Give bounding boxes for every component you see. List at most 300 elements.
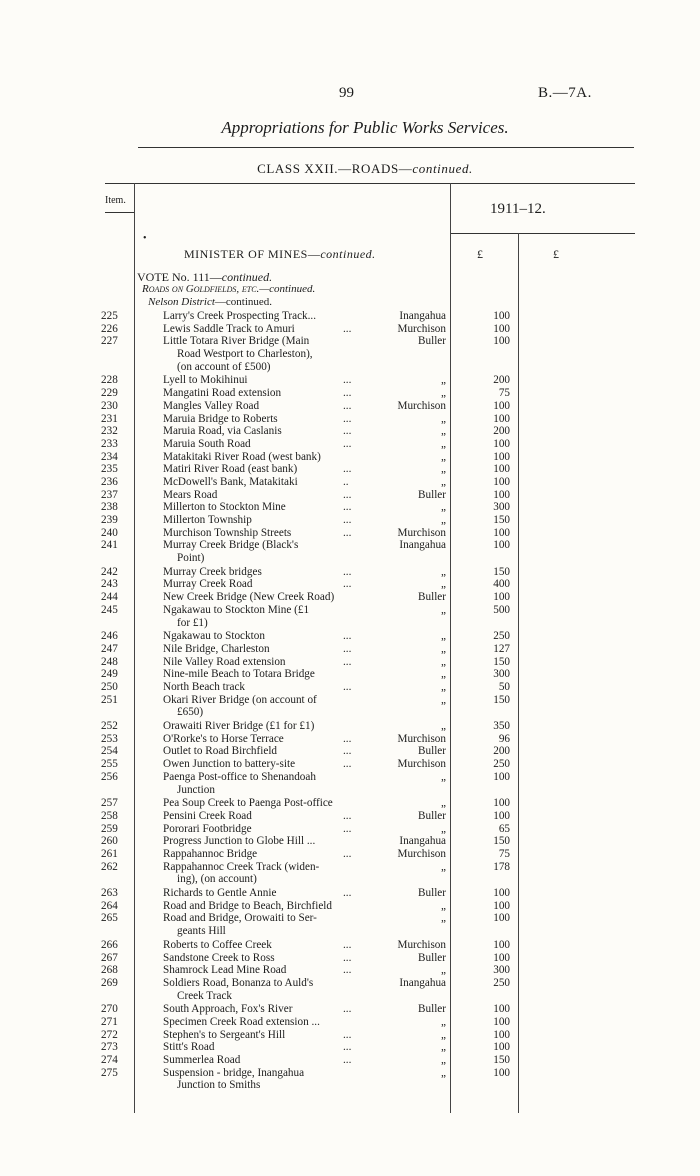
electoral-district: „: [441, 565, 446, 578]
table-row: [0, 835, 700, 848]
description-continuation: £650): [177, 706, 204, 719]
table-row: [0, 1003, 700, 1016]
item-number: 228: [101, 374, 118, 387]
item-description: [163, 912, 368, 937]
item-description: [163, 539, 368, 564]
year-header-rule: [450, 233, 635, 234]
amount: 100: [493, 310, 510, 322]
description-line: McDowell's Bank, Matakitaki: [163, 475, 298, 488]
electoral-district: Murchison: [397, 322, 446, 335]
description-line: Murchison Township Streets: [163, 526, 292, 539]
amount: 300: [493, 668, 510, 681]
table-row: [0, 1054, 700, 1067]
table-row: [0, 476, 700, 489]
amount: 150: [493, 1054, 510, 1067]
roads-subheading-text: Roads on Goldfields, etc.—: [142, 283, 270, 295]
description-line: Orawaiti River Bridge (£1 for £1): [163, 720, 315, 733]
description-line: Suspension - bridge, Inangahua: [163, 1066, 305, 1079]
leader-dots: ...: [343, 526, 352, 539]
item-description: [163, 835, 368, 848]
description-line: Murray Creek bridges: [163, 565, 262, 578]
amount: 100: [493, 1066, 510, 1079]
electoral-district: Buller: [418, 335, 446, 348]
item-number: 236: [101, 475, 118, 488]
item-description: [163, 952, 368, 965]
item-number: 258: [101, 809, 118, 822]
item-header-rule: [105, 212, 134, 213]
electoral-district: „: [441, 642, 446, 655]
item-description: [163, 335, 368, 373]
description-line: Murray Creek Bridge (Black's: [163, 539, 299, 552]
description-line: Roberts to Coffee Creek: [163, 938, 272, 951]
item-number: 244: [101, 591, 118, 604]
electoral-district: „: [441, 387, 446, 400]
item-number: 261: [101, 847, 118, 860]
amount: 100: [493, 437, 510, 450]
description-continuation: Creek Track: [177, 989, 232, 1002]
amount: 50: [498, 681, 510, 693]
amount: 150: [493, 693, 510, 706]
amount: 100: [493, 1028, 510, 1041]
electoral-district: Inangahua: [399, 310, 446, 322]
amount: 350: [493, 720, 510, 733]
item-description: [163, 977, 368, 1002]
description-continuation: (on account of £500): [177, 360, 271, 373]
electoral-district: Inangahua: [399, 835, 446, 848]
leader-dots: ...: [343, 938, 352, 951]
amount: 100: [493, 770, 510, 783]
table-row: [0, 335, 700, 374]
electoral-district: Buller: [418, 1003, 446, 1016]
description-line: Nile Bridge, Charleston: [163, 642, 270, 655]
table-row: [0, 501, 700, 514]
table-row: [0, 425, 700, 438]
leader-dots: ...: [343, 847, 352, 860]
description-line: Little Totara River Bridge (Main: [163, 335, 310, 348]
electoral-district: Murchison: [397, 399, 446, 412]
description-line: Nile Valley Road extension: [163, 655, 286, 668]
amount: 200: [493, 745, 510, 758]
description-line: Pensini Creek Road: [163, 809, 252, 822]
electoral-district: „: [441, 437, 446, 450]
amount: 150: [493, 655, 510, 668]
item-description: [163, 656, 368, 669]
electoral-district: „: [441, 412, 446, 425]
leader-dots: ...: [343, 809, 352, 822]
amount: 100: [493, 539, 510, 552]
description-continuation: ing), (on account): [177, 873, 257, 886]
item-description: [163, 823, 368, 836]
table-row: [0, 630, 700, 643]
amount: 75: [498, 847, 510, 860]
electoral-district: „: [441, 1054, 446, 1067]
description-line: Progress Junction to Globe Hill ...: [163, 835, 316, 848]
table-row: [0, 1041, 700, 1054]
description-continuation: for £1): [177, 616, 208, 629]
leader-dots: ...: [343, 681, 352, 693]
table-row: [0, 939, 700, 952]
description-line: Road and Bridge, Orowaiti to Ser-: [163, 912, 317, 925]
item-number: 241: [101, 539, 118, 552]
item-number: 252: [101, 720, 118, 733]
amount: 100: [493, 938, 510, 951]
vote-heading-text: VOTE No. 111—: [137, 270, 222, 284]
table-row: [0, 374, 700, 387]
electoral-district: „: [441, 501, 446, 514]
table-row: [0, 604, 700, 630]
leader-dots: ...: [343, 1041, 352, 1054]
item-description: [163, 323, 368, 336]
leader-dots: ...: [343, 1003, 352, 1016]
item-number: 266: [101, 938, 118, 951]
amount: 100: [493, 797, 510, 810]
description-continuation: Junction to Smiths: [177, 1079, 261, 1092]
item-number: 235: [101, 463, 118, 476]
table-row: [0, 1016, 700, 1029]
item-description: [163, 578, 368, 591]
item-description: [163, 501, 368, 514]
electoral-district: „: [441, 450, 446, 463]
electoral-district: „: [441, 578, 446, 591]
item-description: [163, 566, 368, 579]
item-description: [163, 451, 368, 464]
table-row: [0, 566, 700, 579]
item-description: [163, 514, 368, 527]
table-row: [0, 656, 700, 669]
electoral-district: „: [441, 1066, 446, 1079]
item-number: 267: [101, 951, 118, 964]
item-number: 249: [101, 668, 118, 681]
description-line: Matakitaki River Road (west bank): [163, 450, 321, 463]
table-row: [0, 861, 700, 887]
table-row: [0, 758, 700, 771]
description-line: Rappahannoc Bridge: [163, 847, 258, 860]
table-row: [0, 668, 700, 681]
amount: 100: [493, 1003, 510, 1016]
amount: 100: [493, 899, 510, 912]
electoral-district: „: [441, 1028, 446, 1041]
table-row: [0, 463, 700, 476]
item-description: [163, 771, 368, 796]
amount: 500: [493, 603, 510, 616]
description-line: Soldiers Road, Bonanza to Auld's: [163, 976, 314, 989]
item-number: 242: [101, 565, 118, 578]
leader-dots: ...: [343, 437, 352, 450]
item-number: 234: [101, 450, 118, 463]
electoral-district: „: [441, 1015, 446, 1028]
item-description: [163, 681, 368, 694]
electoral-district: „: [441, 964, 446, 977]
electoral-district: „: [441, 463, 446, 476]
table-row: [0, 514, 700, 527]
item-number: 255: [101, 758, 118, 771]
item-number: 243: [101, 578, 118, 591]
electoral-district: Buller: [418, 809, 446, 822]
description-line: Millerton Township: [163, 514, 252, 527]
leader-dots: ...: [343, 1028, 352, 1041]
description-line: Lyell to Mokihinui: [163, 374, 248, 387]
leader-dots: ...: [343, 374, 352, 387]
leader-dots: ...: [343, 412, 352, 425]
table-row: [0, 643, 700, 656]
electoral-district: Buller: [418, 951, 446, 964]
item-description: [163, 630, 368, 643]
item-description: [163, 425, 368, 438]
leader-dots: ...: [343, 322, 352, 335]
page-number: 99: [339, 85, 354, 101]
leader-dots: ...: [343, 642, 352, 655]
table-row: [0, 964, 700, 977]
description-line: Mears Road: [163, 488, 218, 501]
district-subheading-text: Nelson District: [148, 296, 215, 308]
item-number: 230: [101, 399, 118, 412]
table-row: [0, 539, 700, 565]
description-line: O'Rorke's to Horse Terrace: [163, 732, 284, 745]
electoral-district: Murchison: [397, 732, 446, 745]
electoral-district: „: [441, 693, 446, 706]
leader-dots: ...: [343, 501, 352, 514]
item-description: [163, 887, 368, 900]
description-continuation: Point): [177, 552, 205, 565]
item-number: 262: [101, 860, 118, 873]
item-number: 225: [101, 310, 118, 322]
description-line: Owen Junction to battery-site: [163, 758, 296, 771]
table-row: [0, 387, 700, 400]
roads-subheading: [142, 283, 315, 295]
item-description: [163, 1054, 368, 1067]
description-line: Mangatini Road extension: [163, 387, 282, 400]
amount: 100: [493, 335, 510, 348]
title-rule: [138, 147, 634, 148]
electoral-district: „: [441, 822, 446, 835]
item-number: 271: [101, 1015, 118, 1028]
amount: 300: [493, 501, 510, 514]
description-line: Mangles Valley Road: [163, 399, 260, 412]
roads-subheading-continued: continued.: [269, 283, 316, 295]
item-description: [163, 1029, 368, 1042]
item-number: 265: [101, 912, 118, 925]
item-number: 254: [101, 745, 118, 758]
description-line: Paenga Post-office to Shenandoah: [163, 770, 316, 783]
description-line: Rappahannoc Creek Track (widen-: [163, 860, 320, 873]
item-description: [163, 1016, 368, 1029]
table-row: [0, 413, 700, 426]
item-number: 229: [101, 387, 118, 400]
amount: 400: [493, 578, 510, 591]
leader-dots: ...: [343, 488, 352, 501]
item-number: 251: [101, 693, 118, 706]
electoral-district: „: [441, 514, 446, 527]
description-line: Ngakawau to Stockton Mine (£1: [163, 603, 310, 616]
item-description: [163, 964, 368, 977]
electoral-district: Buller: [418, 887, 446, 900]
leader-dots: ...: [343, 463, 352, 476]
item-number: 268: [101, 964, 118, 977]
leader-dots: ...: [343, 425, 352, 438]
item-number: 248: [101, 655, 118, 668]
amount: 100: [493, 1015, 510, 1028]
item-number: 238: [101, 501, 118, 514]
description-line: South Approach, Fox's River: [163, 1003, 293, 1016]
item-description: [163, 694, 368, 719]
amount: 250: [493, 758, 510, 771]
description-line: Specimen Creek Road extension ...: [163, 1015, 320, 1028]
amount: 100: [493, 463, 510, 476]
pound-sign-amount: £: [477, 247, 483, 261]
table-row: [0, 1067, 700, 1093]
item-number: 227: [101, 335, 118, 348]
item-number: 226: [101, 322, 118, 335]
table-row: [0, 771, 700, 797]
electoral-district: „: [441, 899, 446, 912]
description-line: Nine-mile Beach to Totara Bridge: [163, 668, 315, 681]
amount: 100: [493, 322, 510, 335]
electoral-district: „: [441, 912, 446, 925]
description-line: Summerlea Road: [163, 1054, 241, 1067]
amount: 100: [493, 450, 510, 463]
electoral-district: Murchison: [397, 938, 446, 951]
leader-dots: ...: [343, 964, 352, 977]
amount: 250: [493, 976, 510, 989]
electoral-district: Inangahua: [399, 976, 446, 989]
vote-heading-continued: continued.: [221, 270, 273, 284]
leader-dots: ...: [343, 578, 352, 591]
item-description: [163, 797, 368, 810]
electoral-district: „: [441, 720, 446, 733]
description-line: Maruia South Road: [163, 437, 251, 450]
table-row: [0, 823, 700, 836]
amount: 65: [498, 822, 510, 835]
electoral-district: Buller: [418, 488, 446, 501]
item-number: 253: [101, 732, 118, 745]
item-description: [163, 733, 368, 746]
item-number: 274: [101, 1054, 118, 1067]
item-description: [163, 413, 368, 426]
electoral-district: Murchison: [397, 847, 446, 860]
table-row: [0, 848, 700, 861]
description-line: Lewis Saddle Track to Amuri: [163, 322, 295, 335]
table-row: [0, 733, 700, 746]
item-number: 239: [101, 514, 118, 527]
electoral-district: „: [441, 655, 446, 668]
description-continuation: Road Westport to Charleston),: [177, 348, 313, 361]
amount: 75: [498, 387, 510, 400]
description-line: Matiri River Road (east bank): [163, 463, 298, 476]
electoral-district: „: [441, 1041, 446, 1054]
table-row: [0, 1029, 700, 1042]
item-description: [163, 374, 368, 387]
description-line: Shamrock Lead Mine Road: [163, 964, 287, 977]
section-heading-continued: continued.: [320, 247, 376, 261]
leader-dots: ...: [343, 732, 352, 745]
leader-dots: ...: [343, 1054, 352, 1067]
electoral-district: „: [441, 860, 446, 873]
class-heading: [0, 161, 700, 177]
table-row: [0, 810, 700, 823]
item-number: 246: [101, 630, 118, 643]
table-row: [0, 745, 700, 758]
item-description: [163, 310, 368, 323]
item-number: 273: [101, 1041, 118, 1054]
item-description: [163, 668, 368, 681]
electoral-district: „: [441, 681, 446, 693]
item-number: 270: [101, 1003, 118, 1016]
electoral-district: „: [441, 797, 446, 810]
table-row: [0, 527, 700, 540]
year-column-header: 1911–12.: [490, 201, 546, 217]
amount: 100: [493, 412, 510, 425]
description-line: Okari River Bridge (on account of: [163, 693, 317, 706]
leader-dots: ...: [343, 399, 352, 412]
leader-dots: ...: [343, 387, 352, 400]
class-heading-continued: continued.: [412, 161, 473, 176]
class-heading-text: CLASS XXII.—ROADS—: [257, 161, 413, 176]
leader-dots: ...: [343, 745, 352, 758]
table-row: [0, 578, 700, 591]
item-description: [163, 745, 368, 758]
electoral-district: „: [441, 603, 446, 616]
amount: 127: [493, 642, 510, 655]
amount: 250: [493, 630, 510, 643]
item-description: [163, 1041, 368, 1054]
table-row: [0, 900, 700, 913]
amount: 178: [493, 860, 510, 873]
table-row: [0, 952, 700, 965]
leader-dots: ...: [343, 951, 352, 964]
electoral-district: „: [441, 630, 446, 643]
description-line: Stephen's to Sergeant's Hill: [163, 1028, 286, 1041]
amount: 100: [493, 951, 510, 964]
district-subheading-continued: —continued.: [214, 296, 273, 308]
amount: 100: [493, 809, 510, 822]
electoral-district: „: [441, 668, 446, 681]
item-description: [163, 900, 368, 913]
item-description: [163, 758, 368, 771]
electoral-district: Murchison: [397, 758, 446, 771]
item-number: 275: [101, 1066, 118, 1079]
electoral-district: Buller: [418, 591, 446, 604]
page-title: Appropriations for Public Works Services.: [221, 118, 509, 137]
table-row: [0, 438, 700, 451]
table-row: [0, 977, 700, 1003]
table-row: [0, 451, 700, 464]
description-line: Pea Soup Creek to Paenga Post-office: [163, 797, 333, 810]
table-row: [0, 681, 700, 694]
item-number: 250: [101, 681, 118, 693]
leader-dots: ..: [343, 475, 349, 488]
table-top-rule: [105, 183, 635, 184]
leader-dots: ...: [343, 630, 352, 643]
bullet-mark: •: [143, 233, 147, 244]
amount: 100: [493, 591, 510, 604]
amount: 100: [493, 887, 510, 900]
amount: 150: [493, 514, 510, 527]
amount: 100: [493, 1041, 510, 1054]
item-number: 240: [101, 526, 118, 539]
amount: 200: [493, 374, 510, 387]
items-table-body: [0, 310, 700, 1093]
item-description: [163, 489, 368, 502]
description-line: Murray Creek Road: [163, 578, 253, 591]
item-number: 256: [101, 770, 118, 783]
description-line: Maruia Bridge to Roberts: [163, 412, 278, 425]
description-line: Road and Bridge to Beach, Birchfield: [163, 899, 333, 912]
table-row: [0, 720, 700, 733]
amount: 100: [493, 526, 510, 539]
amount: 300: [493, 964, 510, 977]
description-line: Millerton to Stockton Mine: [163, 501, 286, 514]
item-description: [163, 463, 368, 476]
